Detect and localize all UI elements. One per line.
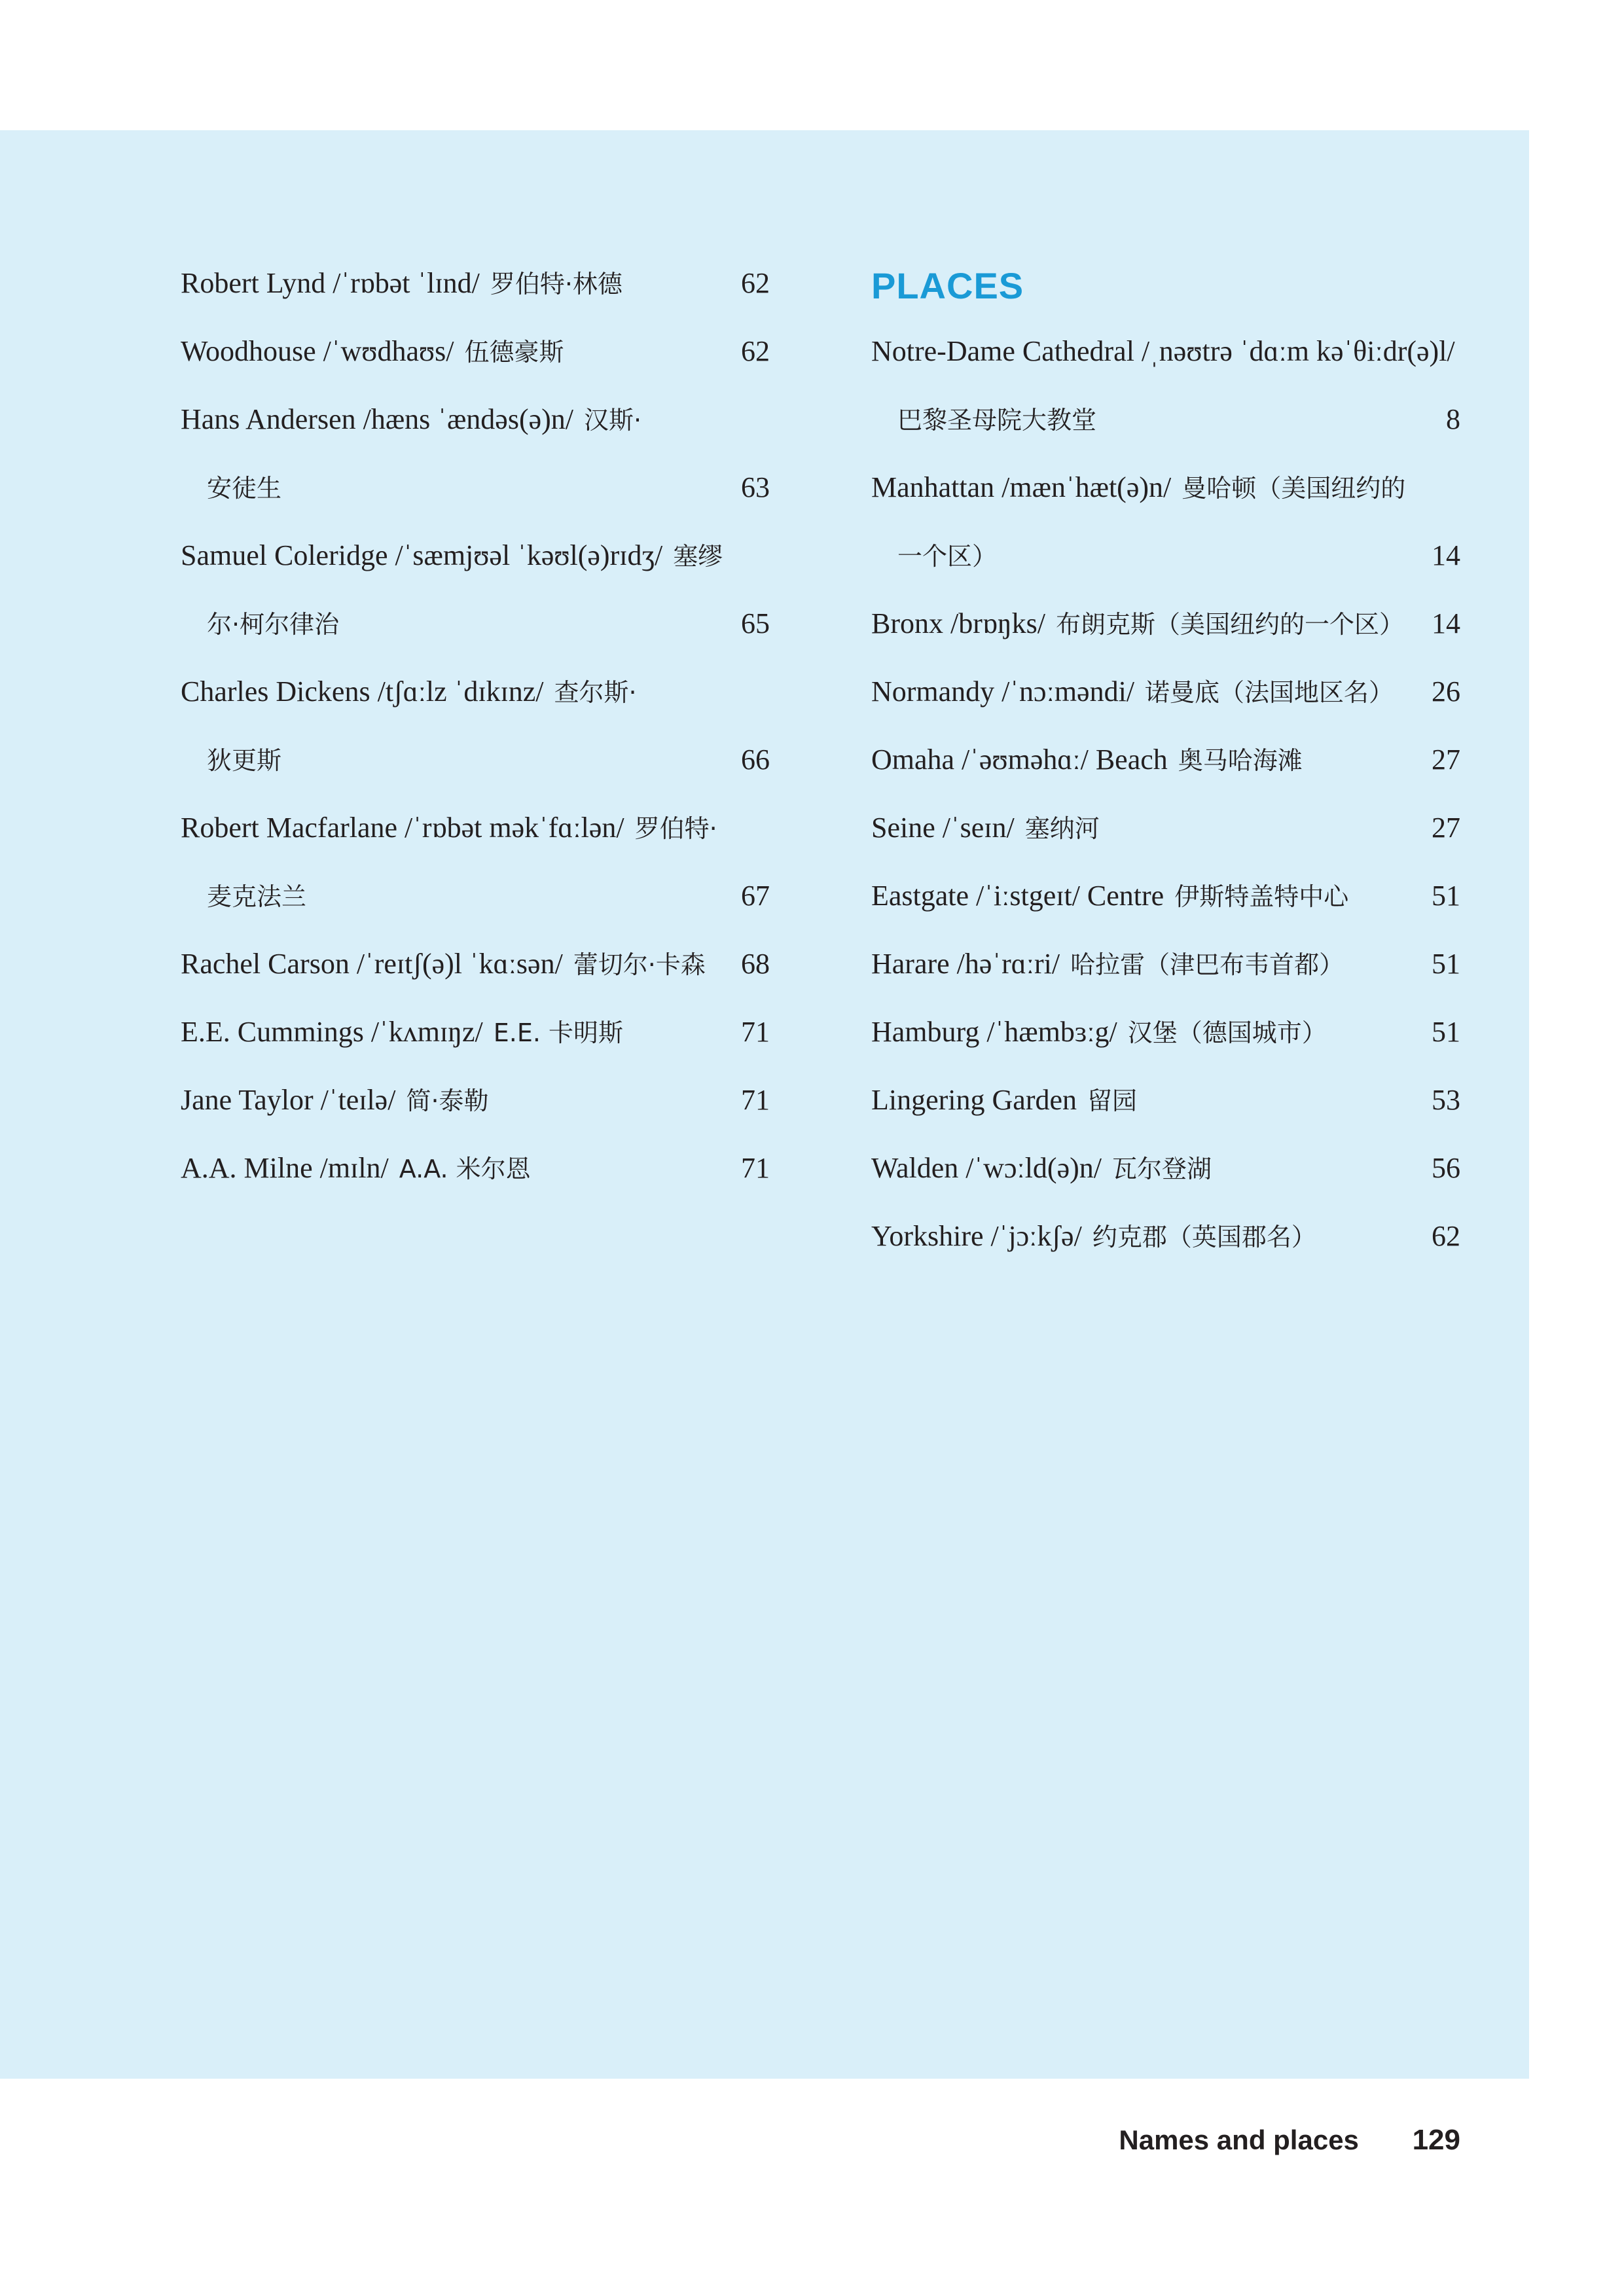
entry-page-number: 66: [741, 744, 770, 776]
entry-page-number: 65: [741, 607, 770, 639]
index-entry: [871, 1066, 1460, 1134]
entry-chinese: 留园: [1087, 1086, 1138, 1115]
entry-text: [871, 1134, 1212, 1203]
entry-page-number: 68: [741, 948, 770, 980]
entry-page-number: 14: [1432, 607, 1460, 639]
entry-page-number: 27: [1432, 812, 1460, 844]
entry-english: Notre-Dame Cathedral /ˌnəʊtrə ˈdɑːm kəˈθiːdr(ə)l/: [871, 335, 1455, 367]
entry-chinese: 一个区）: [897, 542, 998, 571]
index-entry: [181, 726, 770, 794]
entry-text: [181, 249, 623, 318]
entry-text: [871, 862, 1348, 931]
index-entry: [181, 249, 770, 317]
entry-english: Hans Andersen /hæns ˈændəs(ə)n/: [181, 403, 574, 435]
index-entry: [871, 862, 1460, 930]
entry-english: Robert Macfarlane /ˈrɒbət məkˈfɑːlən/: [181, 812, 624, 844]
entry-english: A.A. Milne /mɪln/: [181, 1152, 389, 1184]
entry-chinese: 塞缪: [673, 542, 723, 571]
entry-page-number: 63: [741, 471, 770, 503]
entry-english: Woodhouse /ˈwʊdhaʊs/: [181, 335, 454, 367]
places-column: [871, 249, 1460, 1270]
index-entry: [181, 522, 770, 590]
entry-chinese: 安徒生: [207, 474, 282, 503]
entry-text: [871, 590, 1404, 658]
entry-text: [897, 522, 997, 590]
entry-chinese: 汉堡（德国城市）: [1127, 1018, 1327, 1047]
entry-page-number: 56: [1432, 1152, 1460, 1184]
index-entry: [181, 454, 770, 522]
page-footer: [1119, 2114, 1460, 2166]
entry-chinese: 瓦尔登湖: [1111, 1155, 1212, 1183]
entry-text: [897, 386, 1096, 454]
index-entry: [181, 998, 770, 1066]
entry-chinese: 尔·柯尔律治: [207, 610, 340, 639]
index-entry: [871, 522, 1460, 590]
entry-chinese: A.A. 米尔恩: [399, 1155, 531, 1183]
entry-text: [181, 794, 717, 863]
entry-english: Lingering Garden: [871, 1084, 1077, 1116]
entry-text: [871, 998, 1327, 1067]
entry-english: Eastgate /ˈiːstgeɪt/ Centre: [871, 880, 1164, 912]
entry-english: Samuel Coleridge /ˈsæmjʊəl ˈkəʊl(ə)rɪdʒ/: [181, 539, 663, 571]
index-entry: [871, 658, 1460, 726]
footer-page-number: 129: [1412, 2124, 1460, 2156]
entry-text: [207, 726, 281, 795]
entry-page-number: 67: [741, 880, 770, 912]
entry-english: Yorkshire /ˈjɔːkʃə/: [871, 1220, 1082, 1252]
entry-page-number: 8: [1446, 403, 1460, 435]
entry-page-number: 27: [1432, 744, 1460, 776]
index-entry: [181, 794, 770, 862]
entry-chinese: 简·泰勒: [406, 1086, 489, 1115]
entry-text: [181, 1066, 489, 1135]
entry-chinese: 布朗克斯（美国纽约的一个区）: [1056, 610, 1405, 639]
places-heading: PLACES: [871, 265, 1024, 306]
entry-text: [871, 1202, 1316, 1271]
entry-page-number: 51: [1432, 880, 1460, 912]
entry-english: Jane Taylor /ˈteɪlə/: [181, 1084, 396, 1116]
entry-text: [207, 454, 281, 522]
entry-chinese: 巴黎圣母院大教堂: [897, 406, 1097, 435]
entry-english: Bronx /brɒŋks/: [871, 607, 1045, 639]
entry-text: [871, 930, 1344, 999]
entry-chinese: 麦克法兰: [207, 882, 307, 911]
index-entry: [871, 590, 1460, 658]
entry-english: Seine /ˈseɪn/: [871, 812, 1015, 844]
index-entry: [871, 1202, 1460, 1270]
entry-english: Harare /həˈrɑːri/: [871, 948, 1060, 980]
entry-text: [871, 317, 1466, 386]
entry-text: [207, 590, 339, 658]
entry-text: [181, 1134, 531, 1203]
index-entry: [181, 317, 770, 386]
index-entry: [181, 658, 770, 726]
entry-chinese: 曼哈顿（美国纽约的: [1182, 474, 1406, 503]
entry-text: [181, 522, 723, 590]
index-entry: [871, 386, 1460, 454]
entry-page-number: 62: [741, 335, 770, 367]
entry-chinese: 狄更斯: [207, 746, 282, 775]
entry-chinese: E.E. 卡明斯: [493, 1018, 624, 1047]
index-entry: [871, 317, 1460, 386]
entry-page-number: 71: [741, 1016, 770, 1048]
entry-english: Normandy /ˈnɔːməndi/: [871, 675, 1135, 708]
index-entry: [871, 1134, 1460, 1202]
entry-text: [871, 1066, 1137, 1135]
entry-chinese: 汉斯·: [584, 406, 642, 435]
entry-chinese: 哈拉雷（津巴布韦首都）: [1070, 950, 1344, 979]
entry-english: Rachel Carson /ˈreɪtʃ(ə)l ˈkɑːsən/: [181, 948, 563, 980]
entry-text: [181, 998, 623, 1067]
entry-english: Robert Lynd /ˈrɒbət ˈlɪnd/: [181, 267, 480, 299]
entry-chinese: 蕾切尔·卡森: [573, 950, 706, 979]
entry-text: [871, 658, 1394, 726]
entry-page-number: 62: [741, 267, 770, 299]
entry-chinese: 约克郡（英国郡名）: [1092, 1223, 1316, 1251]
entry-chinese: 奥马哈海滩: [1178, 746, 1303, 775]
entry-chinese: 罗伯特·林德: [490, 270, 623, 298]
entry-page-number: 71: [741, 1152, 770, 1184]
entry-text: [207, 862, 306, 931]
index-entry: [181, 862, 770, 930]
footer-title: Names and places: [1119, 2125, 1359, 2155]
entry-chinese: 塞纳河: [1024, 814, 1100, 843]
entry-text: [871, 454, 1405, 522]
entry-page-number: 26: [1432, 675, 1460, 708]
entry-page-number: 71: [741, 1084, 770, 1116]
entry-text: [181, 317, 564, 386]
entry-chinese: 诺曼底（法国地区名）: [1145, 678, 1394, 707]
index-entry: [181, 1066, 770, 1134]
entry-text: [871, 726, 1303, 795]
entry-text: [871, 794, 1100, 863]
entry-english: Manhattan /mænˈhæt(ə)n/: [871, 471, 1172, 503]
index-entry: [871, 998, 1460, 1066]
entry-chinese: 伍德豪斯: [464, 338, 564, 367]
entry-english: E.E. Cummings /ˈkʌmɪŋz/: [181, 1016, 483, 1048]
entry-page-number: 62: [1432, 1220, 1460, 1252]
entry-english: Walden /ˈwɔːld(ə)n/: [871, 1152, 1102, 1184]
entry-chinese: 伊斯特盖特中心: [1174, 882, 1349, 911]
index-entry: [871, 794, 1460, 862]
entry-page-number: 14: [1432, 539, 1460, 571]
entry-chinese: 罗伯特·: [634, 814, 717, 843]
names-column: [181, 249, 770, 1202]
entry-text: [181, 658, 637, 726]
index-entry: [181, 590, 770, 658]
entry-page-number: 53: [1432, 1084, 1460, 1116]
index-entry: [181, 386, 770, 454]
index-entry: [871, 726, 1460, 794]
index-entry: [871, 454, 1460, 522]
entry-english: Hamburg /ˈhæmbɜːg/: [871, 1016, 1117, 1048]
entry-english: Charles Dickens /tʃɑːlz ˈdɪkɪnz/: [181, 675, 544, 708]
index-entry: [871, 930, 1460, 998]
entry-page-number: 51: [1432, 1016, 1460, 1048]
index-entry: [181, 1134, 770, 1202]
entry-chinese: 查尔斯·: [554, 678, 637, 707]
entry-text: [181, 930, 706, 999]
entry-text: [181, 386, 641, 454]
entry-page-number: 51: [1432, 948, 1460, 980]
index-entry: [181, 930, 770, 998]
entry-english: Omaha /ˈəʊməhɑː/ Beach: [871, 744, 1168, 776]
